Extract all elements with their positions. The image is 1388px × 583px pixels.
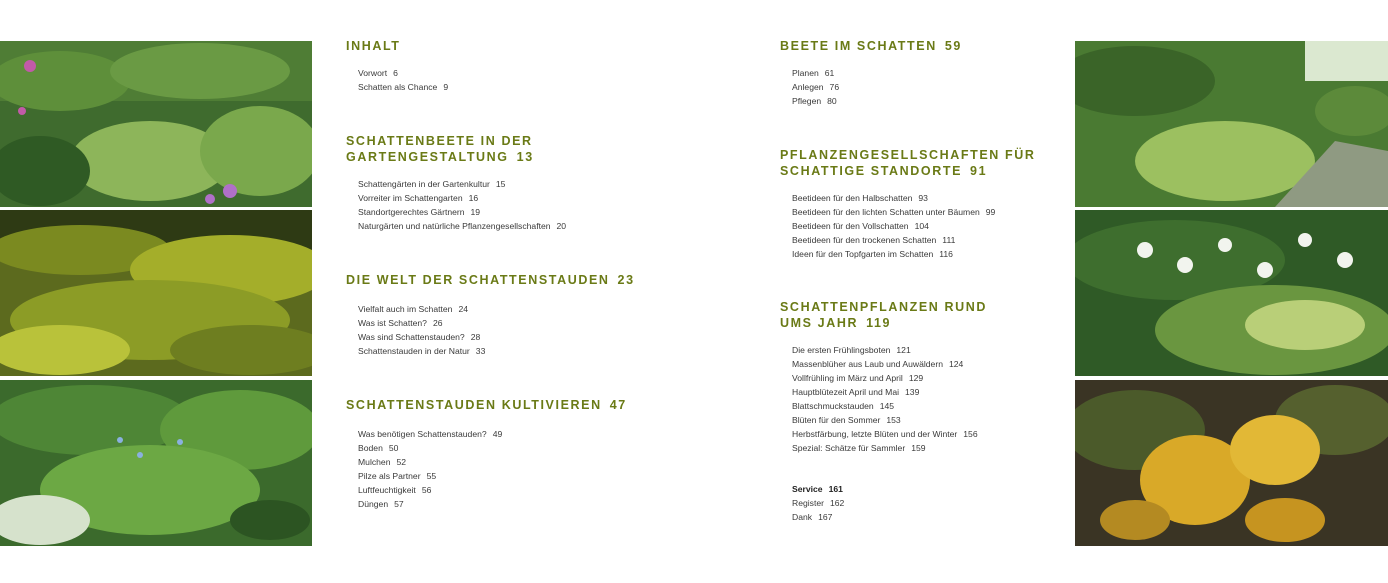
photo-hosta-bed	[0, 41, 312, 207]
toc-entry[interactable]: Düngen 57	[358, 499, 404, 509]
toc-entry-list	[358, 427, 502, 511]
toc-entry[interactable]: Schattenstauden in der Natur 33	[358, 346, 486, 356]
toc-entry[interactable]: Blattschmuckstauden 145	[792, 401, 895, 411]
toc-entry[interactable]: Die ersten Frühlingsboten 121	[792, 345, 911, 355]
photo-woodland-plants	[0, 380, 312, 546]
photo-white-flowers-hosta	[1075, 210, 1388, 376]
photo-grass-meadow	[0, 210, 312, 376]
toc-entry-service[interactable]: Service 161	[792, 484, 843, 494]
toc-entry[interactable]: Beetideen für den lichten Schatten unter Bäumen 99	[792, 207, 996, 217]
toc-entry[interactable]: Vorreiter im Schattengarten 16	[358, 193, 479, 203]
toc-entry-list	[792, 66, 839, 108]
toc-entry[interactable]: Luftfeuchtigkeit 56	[358, 485, 432, 495]
toc-entry-list	[358, 302, 485, 358]
toc-entry[interactable]: Pilze als Partner 55	[358, 471, 437, 481]
toc-entry[interactable]: Blüten für den Sommer 153	[792, 415, 901, 425]
toc-entry[interactable]: Beetideen für den trockenen Schatten 111	[792, 235, 956, 245]
section-heading: SCHATTENSTAUDEN KULTIVIEREN 47	[346, 398, 627, 412]
toc-entry[interactable]: Hauptblütezeit April und Mai 139	[792, 387, 920, 397]
section-heading: PFLANZENGESELLSCHAFTEN FÜR SCHATTIGE STANDORTE 91	[780, 148, 1036, 178]
toc-entry[interactable]: Herbstfärbung, letzte Blüten und der Winter 156	[792, 429, 978, 439]
toc-entry[interactable]: Was ist Schatten? 26	[358, 318, 443, 328]
toc-entry-list	[792, 191, 995, 261]
toc-entry[interactable]: Planen 61	[792, 68, 835, 78]
toc-entry-list	[792, 343, 978, 455]
toc-entry-list	[358, 177, 566, 233]
toc-entry-register[interactable]: Register 162	[792, 498, 845, 508]
toc-entry[interactable]: Spezial: Schätze für Sammler 159	[792, 443, 926, 453]
toc-entry[interactable]: Naturgärten und natürliche Pflanzengesellschaften 20	[358, 221, 567, 231]
service-list	[792, 482, 844, 524]
photo-yellow-autumn-leaves	[1075, 380, 1388, 546]
toc-entry[interactable]: Boden 50	[358, 443, 399, 453]
photo-garden-path	[1075, 41, 1388, 207]
toc-entry[interactable]: Ideen für den Topfgarten im Schatten 116	[792, 249, 953, 259]
toc-entry-list	[358, 66, 448, 94]
toc-entry[interactable]: Standortgerechtes Gärtnern 19	[358, 207, 481, 217]
toc-entry[interactable]: Vollfrühling im März und April 129	[792, 373, 924, 383]
toc-entry[interactable]: Beetideen für den Vollschatten 104	[792, 221, 929, 231]
toc-entry-dank[interactable]: Dank 167	[792, 512, 833, 522]
toc-entry[interactable]: Anlegen 76	[792, 82, 840, 92]
toc-entry[interactable]: Was sind Schattenstauden? 28	[358, 332, 481, 342]
toc-entry[interactable]: Pflegen 80	[792, 96, 837, 106]
toc-entry[interactable]: Mulchen 52	[358, 457, 407, 467]
toc-entry[interactable]: Beetideen für den Halbschatten 93	[792, 193, 928, 203]
toc-entry[interactable]: Vorwort 6	[358, 68, 398, 78]
section-heading: INHALT	[346, 39, 401, 53]
section-heading: SCHATTENBEETE IN DER GARTENGESTALTUNG 13	[346, 134, 534, 164]
section-heading: DIE WELT DER SCHATTENSTAUDEN 23	[346, 273, 635, 287]
section-heading: BEETE IM SCHATTEN 59	[780, 39, 962, 53]
toc-entry[interactable]: Schatten als Chance 9	[358, 82, 449, 92]
toc-entry[interactable]: Vielfalt auch im Schatten 24	[358, 304, 468, 314]
toc-entry[interactable]: Schattengärten in der Gartenkultur 15	[358, 179, 506, 189]
toc-entry[interactable]: Was benötigen Schattenstauden? 49	[358, 429, 503, 439]
section-heading: SCHATTENPFLANZEN RUND UMS JAHR 119	[780, 300, 987, 330]
toc-entry[interactable]: Massenblüher aus Laub und Auwäldern 124	[792, 359, 964, 369]
